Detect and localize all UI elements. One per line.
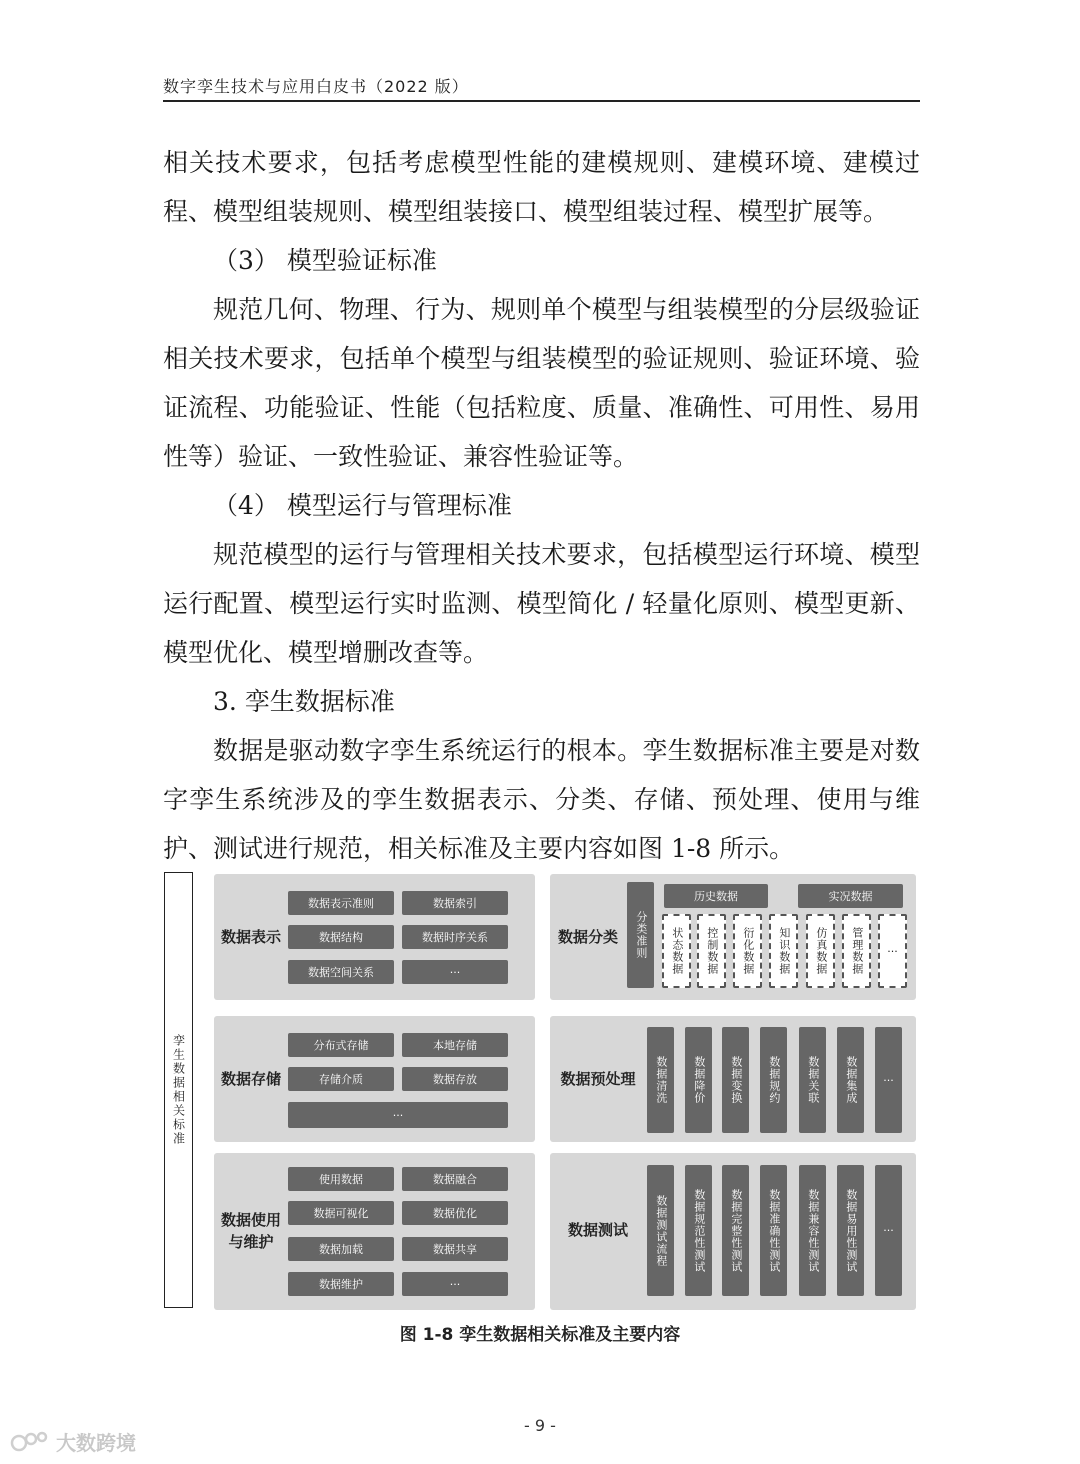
rule-text: 分类准则 <box>634 911 648 959</box>
test-box <box>837 1165 864 1296</box>
category-box <box>697 914 726 988</box>
step-text: 数据变换 <box>729 1056 743 1104</box>
paragraph-2: 规范几何、物理、行为、规则单个模型与组装模型的分层级验证相关技术要求，包括单个模型与组装模型的验证规则、验证环境、验证流程、功能验证、性能（包括粒度、质量、准确性、可用性、易用性等）验证、一致性验证、兼容性验证等。 <box>163 295 920 471</box>
panel-label: 数据表示 <box>220 928 281 946</box>
item-box: 数据共享 <box>402 1237 508 1261</box>
panel-label: 数据预处理 <box>560 1070 636 1088</box>
step-box <box>837 1027 864 1133</box>
item-box: ··· <box>288 1102 508 1128</box>
test-box <box>760 1165 787 1296</box>
category-box <box>806 914 835 988</box>
step-box <box>722 1027 749 1133</box>
item-box: 数据结构 <box>288 925 394 949</box>
paragraph-1: 相关技术要求，包括考虑模型性能的建模规则、建模环境、建模过程、模型组装规则、模型组装接口、模型组装过程、模型扩展等。 <box>163 148 920 226</box>
step-text: 数据关联 <box>806 1056 820 1104</box>
category-text: 状态数据 <box>670 927 684 975</box>
test-text: 数据测试流程 <box>654 1194 668 1267</box>
history-box: 历史数据 <box>664 884 768 908</box>
test-box <box>722 1165 749 1296</box>
panel-usage <box>214 1153 535 1310</box>
step-box <box>685 1027 712 1133</box>
category-text: ··· <box>887 944 898 958</box>
category-text: 管理数据 <box>850 927 864 975</box>
step-box <box>799 1027 826 1133</box>
item-box: ··· <box>402 960 508 984</box>
watermark <box>10 1427 136 1456</box>
test-box <box>799 1165 826 1296</box>
panel-testing <box>550 1153 916 1310</box>
step-text: 数据清洗 <box>654 1056 668 1104</box>
test-text: 数据兼容性测试 <box>806 1188 820 1273</box>
test-text: ··· <box>883 1224 894 1237</box>
item-box: 本地存储 <box>402 1033 508 1057</box>
item-box: 使用数据 <box>288 1167 394 1191</box>
test-box <box>647 1165 674 1296</box>
figure-caption: 图 1-8 孪生数据相关标准及主要内容 <box>399 1325 681 1345</box>
paragraph-3: 规范模型的运行与管理相关技术要求，包括模型运行环境、模型运行配置、模型运行实时监测、模型简化 / 轻量化原则、模型更新、模型优化、模型增删改查等。 <box>163 540 920 667</box>
side-label-box <box>164 872 193 1308</box>
test-text: 数据规范性测试 <box>692 1188 706 1273</box>
test-box <box>875 1165 902 1296</box>
item-box: 数据时序关系 <box>402 925 508 949</box>
item-box: 数据索引 <box>402 891 508 915</box>
panel-storage <box>214 1016 535 1142</box>
category-text: 衍化数据 <box>741 927 755 975</box>
item-box: 分布式存储 <box>288 1033 394 1057</box>
test-text: 数据易用性测试 <box>844 1188 858 1273</box>
item-box: 数据维护 <box>288 1272 394 1296</box>
item-box: 数据存放 <box>402 1067 508 1091</box>
rule-box <box>627 882 654 988</box>
panel-classification <box>550 874 916 1000</box>
category-text: 仿真数据 <box>814 927 828 975</box>
panel-label: 数据存储 <box>220 1070 281 1088</box>
step-box <box>760 1027 787 1133</box>
panel-representation <box>214 874 535 1000</box>
category-text: 知识数据 <box>777 927 791 975</box>
step-box <box>875 1027 902 1133</box>
watermark-logo-icon <box>10 1429 52 1455</box>
item-box: 数据可视化 <box>288 1201 394 1225</box>
step-text: 数据降价 <box>692 1056 706 1104</box>
paragraph-4: 数据是驱动数字孪生系统运行的根本。孪生数据标准主要是对数字孪生系统涉及的孪生数据表示、分类、存储、预处理、使用与维护、测试进行规范，相关标准及主要内容如图 1-8 所示。 <box>163 736 920 863</box>
test-box <box>685 1165 712 1296</box>
page-number: - 9 - <box>524 1416 556 1435</box>
category-box <box>878 914 907 988</box>
step-text: 数据规约 <box>767 1056 781 1104</box>
heading-model-operation: （4） 模型运行与管理标准 <box>213 491 512 520</box>
step-text: ··· <box>883 1073 894 1087</box>
panel-label: 数据分类 <box>557 928 618 946</box>
running-header: 数字孪生技术与应用白皮书（2022 版） <box>163 77 469 96</box>
category-box <box>769 914 798 988</box>
panel-preprocess <box>550 1016 916 1142</box>
realtime-box: 实况数据 <box>798 884 903 908</box>
heading-twin-data: 3. 孪生数据标准 <box>213 687 395 716</box>
header-rule <box>163 100 920 102</box>
heading-model-validation: （3） 模型验证标准 <box>213 246 437 275</box>
test-text: 数据完整性测试 <box>729 1188 743 1273</box>
item-box: 数据空间关系 <box>288 960 394 984</box>
panel-label: 数据测试 <box>567 1221 628 1239</box>
step-text: 数据集成 <box>844 1056 858 1104</box>
category-box <box>662 914 691 988</box>
item-box: 数据融合 <box>402 1167 508 1191</box>
side-label: 孪生数据相关标准 <box>171 1034 186 1146</box>
item-box: 数据优化 <box>402 1201 508 1225</box>
item-box: 数据表示准则 <box>288 891 394 915</box>
item-box: 数据加载 <box>288 1237 394 1261</box>
item-box: 存储介质 <box>288 1067 394 1091</box>
step-box <box>647 1027 674 1133</box>
category-box <box>733 914 762 988</box>
test-text: 数据准确性测试 <box>767 1188 781 1273</box>
item-box: ··· <box>402 1272 508 1296</box>
category-box <box>842 914 871 988</box>
category-text: 控制数据 <box>705 927 719 975</box>
watermark-text: 大数跨境 <box>56 1431 136 1455</box>
panel-label: 数据使用与维护 <box>220 1211 281 1251</box>
